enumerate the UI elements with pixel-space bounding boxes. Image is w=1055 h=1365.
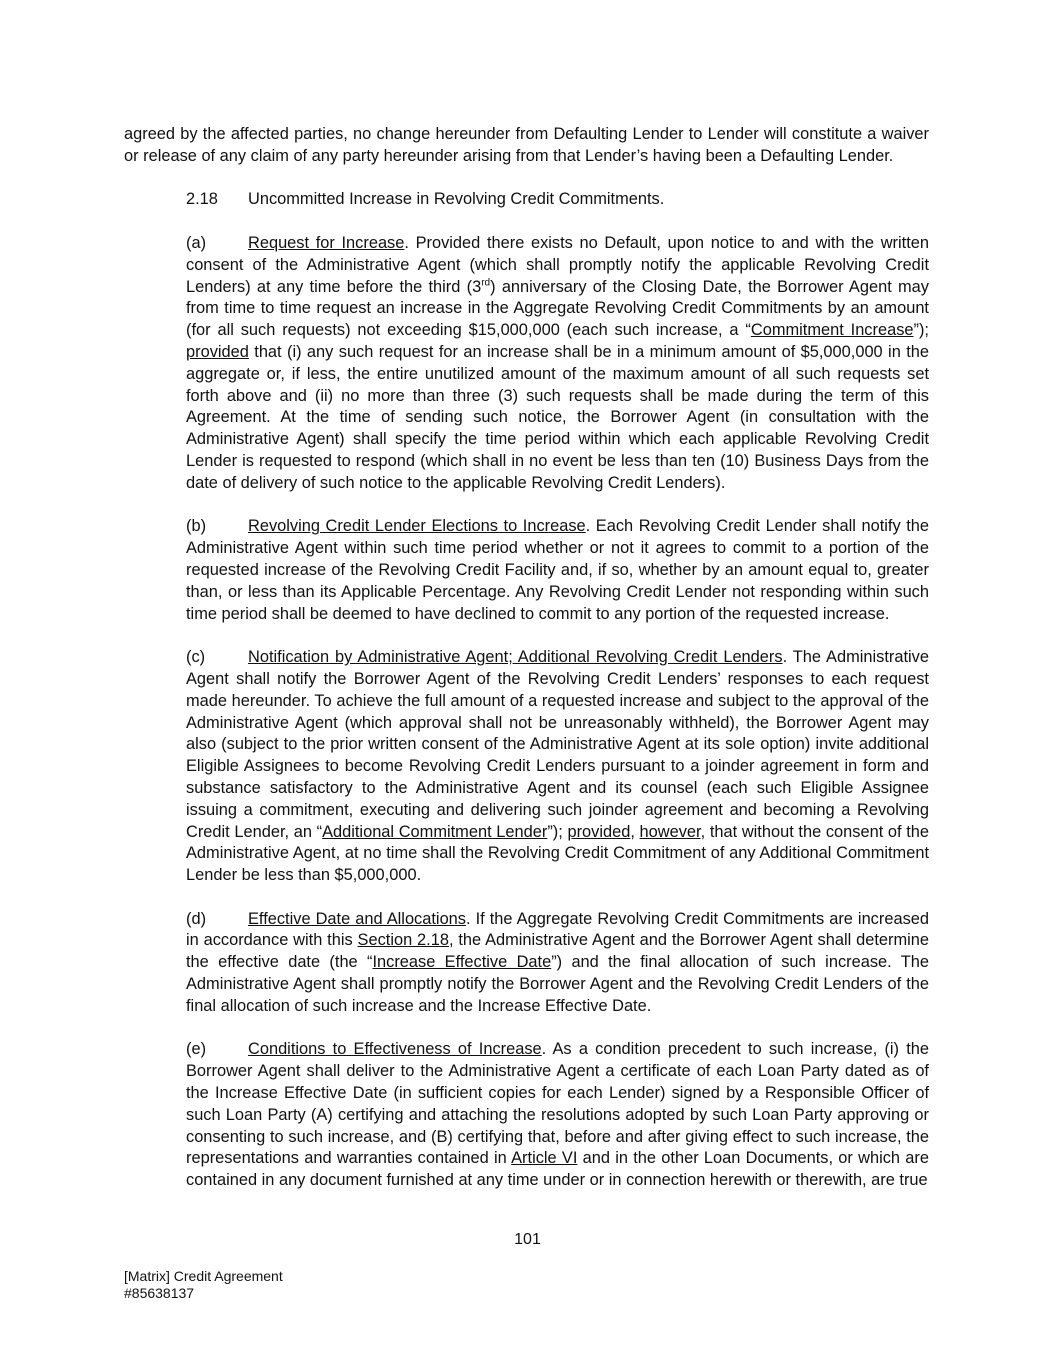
clause-label: (e): [186, 1040, 207, 1059]
document-body: [124, 124, 929, 1192]
footer-document-title: [Matrix] Credit Agreement: [124, 1268, 283, 1284]
page-number: 101: [514, 1231, 541, 1248]
clause-label: (d): [186, 909, 207, 928]
section-title: Uncommitted Increase in Revolving Credit Commitments.: [248, 190, 665, 209]
section-heading: [124, 189, 929, 211]
article-reference: Article VI: [511, 1149, 578, 1168]
clause-heading: Revolving Credit Lender Elections to Increase: [248, 517, 586, 536]
section-reference: Section 2.18: [357, 931, 449, 950]
provided-term: provided: [567, 822, 631, 841]
clause-e: (e) Conditions to Effectiveness of Increase. As a condition precedent to such increase, (i) the Borrower Agent shall deliver to the Administrative Agent a certificate of each Loan Party dated as of the Increase Effective Date (in sufficient copies for each Lender) signed by a Responsible Officer of such Loan Party (A) certifying and attaching the resolutions adopted by such Loan Party approving or consenting to such increase, and (B) certifying that, before and after giving effect to such increase, the representations and warranties contained in Article VI and in the other Loan Documents, or which are contained in any document furnished at any time under or in connection herewith or therewith, are true: [186, 1040, 929, 1190]
footer: [124, 1268, 283, 1302]
clause-heading: Conditions to Effectiveness of Increase: [248, 1040, 542, 1059]
clause-d: (d) Effective Date and Allocations. If the Aggregate Revolving Credit Commitments are increased in accordance with this Section 2.18, the Administrative Agent and the Borrower Agent shall determine the effective date (the “Increase Effective Date”) and the final allocation of such increase. The Administrative Agent shall promptly notify the Borrower Agent and the Revolving Credit Lenders of the final allocation of such increase and the Increase Effective Date.: [186, 909, 929, 1015]
paragraph-continuation: agreed by the affected parties, no change hereunder from Defaulting Lender to Lender will constitute a waiver or release of any claim of any party hereunder arising from that Lender’s having been a Defaulting Lender.: [124, 125, 929, 165]
footer-document-id: #85638137: [124, 1285, 195, 1301]
provided-term: provided: [186, 342, 249, 361]
clause-label: (a): [186, 233, 207, 252]
defined-term: Increase Effective Date: [372, 953, 552, 972]
clause-heading: Effective Date and Allocations: [248, 909, 466, 928]
clause-a: (a) Request for Increase. Provided there exists no Default, upon notice to and with the written consent of the Administrative Agent (which shall promptly notify the applicable Revolving Credit Lenders) at any time before the third (3rd) anniversary of the Closing Date, the Borrower Agent may from time to time request an increase in the Aggregate Revolving Credit Commitments by an amount (for all such requests) not exceeding $15,000,000 (each such increase, a “Commitment Increase”); provided that (i) any such request for an increase shall be in a minimum amount of $5,000,000 in the aggregate or, if less, the entire unutilized amount of the maximum amount of all such requests set forth above and (ii) no more than three (3) such requests shall be made during the term of this Agreement. At the time of sending such notice, the Borrower Agent (in consultation with the Administrative Agent) shall specify the time period within which each applicable Revolving Credit Lender is requested to respond (which shall in no event be less than ten (10) Business Days from the date of delivery of such notice to the applicable Revolving Credit Lenders).: [186, 233, 929, 492]
clause-heading: Request for Increase: [248, 233, 405, 252]
clause-b: (b) Revolving Credit Lender Elections to Increase. Each Revolving Credit Lender shall notify the Administrative Agent within such time period whether or not it agrees to commit to a portion of the requested increase of the Revolving Credit Facility and, if so, whether by an amount equal to, greater than, or less than its Applicable Percentage. Any Revolving Credit Lender not responding within such time period shall be deemed to have declined to commit to any portion of the requested increase.: [186, 517, 929, 623]
defined-term: Additional Commitment Lender: [322, 822, 548, 841]
however-term: however: [639, 822, 701, 841]
defined-term: Commitment Increase: [750, 321, 914, 340]
clause-heading: Notification by Administrative Agent; Additional Revolving Credit Lenders: [248, 648, 783, 667]
ordinal-superscript: rd: [481, 277, 491, 289]
clause-label: (c): [186, 648, 206, 667]
clause-c: (c) Notification by Administrative Agent; Additional Revolving Credit Lenders. The Administrative Agent shall notify the Borrower Agent of the Revolving Credit Lenders’ responses to each request made hereunder. To achieve the full amount of a requested increase and subject to the approval of the Administrative Agent (which approval shall not be unreasonably withheld), the Borrower Agent may also (subject to the prior written consent of the Administrative Agent at its sole option) invite additional Eligible Assignees to become Revolving Credit Lenders pursuant to a joinder agreement in form and substance satisfactory to the Administrative Agent and its counsel (each such Eligible Assignee issuing a commitment, executing and delivering such joinder agreement and becoming a Revolving Credit Lender, an “Additional Commitment Lender”); provided, however, that without the consent of the Administrative Agent, at no time shall the Revolving Credit Commitment of any Additional Commitment Lender be less than $5,000,000.: [186, 648, 930, 885]
section-number: 2.18: [186, 190, 218, 209]
clause-label: (b): [186, 517, 207, 536]
